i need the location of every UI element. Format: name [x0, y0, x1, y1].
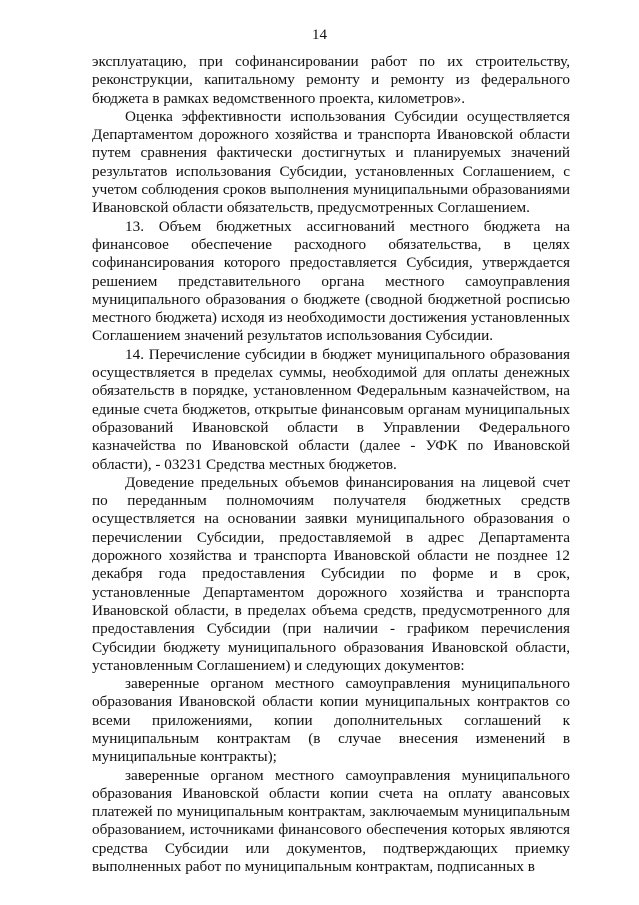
paragraph-efficiency-assessment: Оценка эффективности использования Субсидии осуществляется Департаментом дорожного хозяйства и транспорта Ивановской области путем сравнения фактически достигнутых и планируемых значений результатов использования Субсидии, установленных Соглашением, с учетом соблюдения сроков выполнения муниципальными образованиями Ивановской области обязательств, предусмотренных Соглашением. — [92, 107, 570, 217]
paragraph-item-14: 14. Перечисление субсидии в бюджет муниципального образования осуществляется в пределах суммы, необходимой для оплаты денежных обязательств в порядке, установленном Федеральным казначейством, на единые счета бюджетов, открытые финансовым органам муниципальных образований Ивановской области в Управлении Федерального казначейства по Ивановской области (далее - УФК по Ивановской области), - 03231 Средства местных бюджетов. — [92, 345, 570, 473]
paragraph-financing-limits: Доведение предельных объемов финансирования на лицевой счет по переданным полномочиям получателя бюджетных средств осуществляется на основании заявки муниципального образования о перечислении Субсидии, предоставляемой в адрес Департамента дорожного хозяйства и транспорта Ивановской области не позднее 12 декабря года предоставления Субсидии по форме и в срок, установленные Департаментом дорожного хозяйства и транспорта Ивановской области, в пределах объема средств, предусмотренного для предоставления Субсидии (при наличии - графиком перечисления Субсидии бюджету муниципального образования Ивановской области, установленным Соглашением) и следующих документов: — [92, 473, 570, 674]
paragraph-item-13: 13. Объем бюджетных ассигнований местного бюджета на финансовое обеспечение расходного обязательства, в целях софинансирования которого предоставляется Субсидия, утверждается решением представительного органа местного самоуправления муниципального образования о бюджете (сводной бюджетной росписью местного бюджета) исходя из необходимости достижения установленных Соглашением значений результатов использования Субсидии. — [92, 217, 570, 345]
page-number: 14 — [312, 27, 327, 43]
document-body — [92, 53, 570, 876]
paragraph-invoice-copies: заверенные органом местного самоуправления муниципального образования Ивановской области копии счета на оплату авансовых платежей по муниципальным контрактам, заключаемым муниципальным образованием, источниками финансового обеспечения которых являются средства Субсидии или документов, подтверждающих приемку выполненных работ по муниципальным контрактам, подписанных в — [92, 766, 570, 876]
paragraph-continuation: эксплуатацию, при софинансировании работ по их строительству, реконструкции, капитальному ремонту и ремонту из федерального бюджета в рамках ведомственного проекта, километров». — [92, 53, 570, 107]
paragraph-contract-copies: заверенные органом местного самоуправления муниципального образования Ивановской области копии муниципальных контрактов со всеми приложениями, копии дополнительных соглашений к муниципальным контрактам (в случае внесения изменений в муниципальные контракты); — [92, 675, 570, 766]
